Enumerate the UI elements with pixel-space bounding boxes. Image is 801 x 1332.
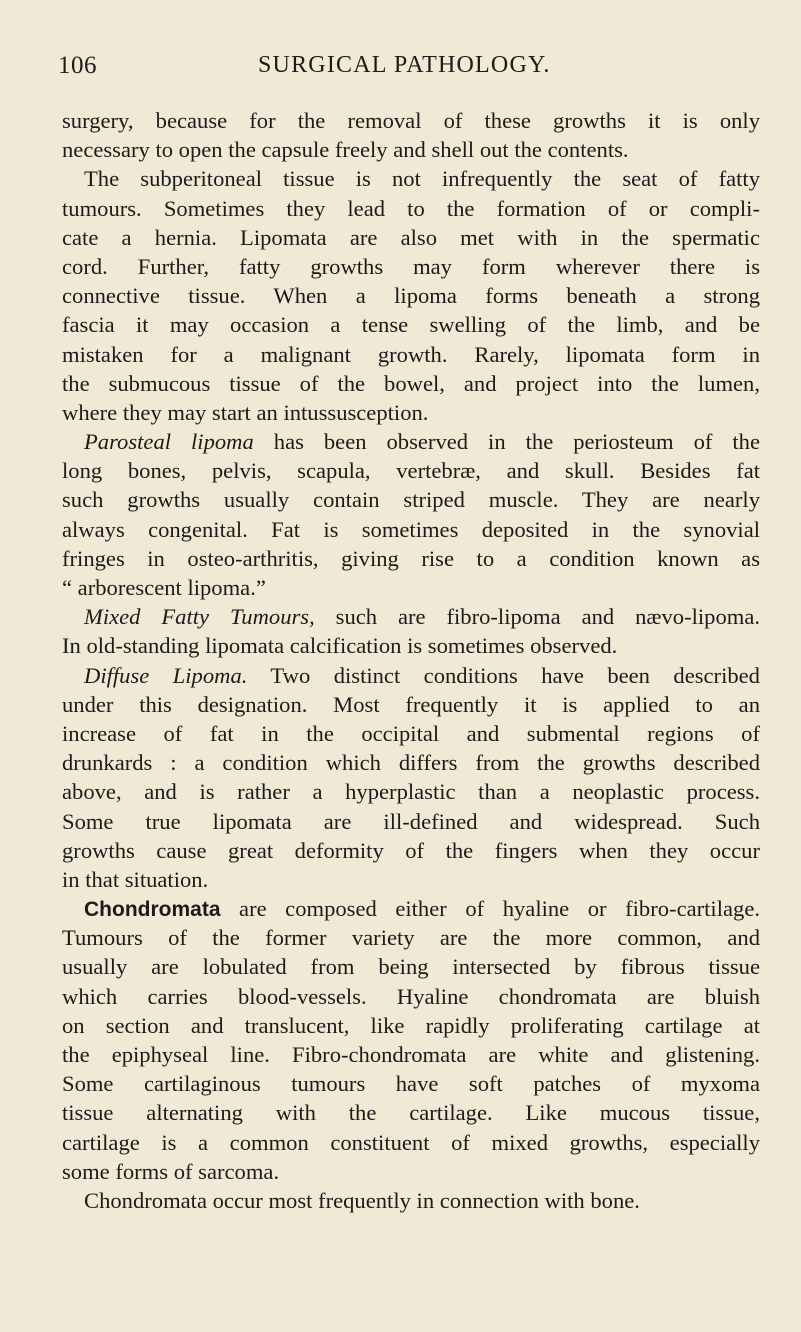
text-line: fringes in osteo-arthritis, giving rise to a condition known as (62, 545, 760, 571)
text-line: in that situation. (62, 866, 209, 892)
text-line: The subperitoneal tissue is not infrequently the seat of fatty (84, 166, 760, 192)
text-run: are composed either of hyaline or fibro-cartilage. (220, 896, 760, 922)
text-line: some forms of sarcoma. (62, 1158, 280, 1184)
text-line: drunkards : a condition which differs from the growths described (62, 750, 760, 776)
text-line: “ arborescent lipoma.” (62, 575, 266, 600)
page-header (58, 44, 761, 84)
text-line: increase of fat in the occipital and submental regions of (62, 720, 760, 746)
text-line: tumours. Sometimes they lead to the formation of or compli- (62, 195, 760, 221)
text-line: under this designation. Most frequently it is applied to an (62, 691, 760, 717)
text-line (62, 427, 760, 456)
text-line: the epiphyseal line. Fibro-chondromata are white and glistening. (62, 1042, 760, 1067)
body-text (62, 106, 760, 1215)
text-line: always congenital. Fat is sometimes deposited in the synovial (62, 516, 760, 542)
page-number: 106 (58, 52, 97, 79)
parosteal-lipoma-heading: Parosteal lipoma (84, 429, 254, 455)
text-line: surgery, because for the removal of these growths it is only (62, 108, 760, 133)
text-line: necessary to open the capsule freely and shell out the contents. (62, 137, 629, 163)
chondromata-heading: Chondromata (84, 898, 221, 922)
text-line: on section and translucent, like rapidly proliferating cartilage at (62, 1012, 760, 1038)
text-line (62, 661, 760, 690)
text-line: the submucous tissue of the bowel, and project into the lumen, (62, 370, 760, 396)
text-line (62, 602, 760, 631)
text-line: growths cause great deformity of the fingers when they occur (62, 837, 760, 863)
text-line: which carries blood-vessels. Hyaline chondromata are bluish (62, 983, 760, 1009)
text-line: In old-standing lipomata calcification is sometimes observed. (62, 633, 618, 659)
text-run: has been observed in the periosteum of the (253, 429, 760, 455)
text-line: connective tissue. When a lipoma forms beneath a strong (62, 283, 760, 309)
text-line: long bones, pelvis, scapula, vertebræ, and skull. Besides fat (62, 458, 760, 484)
text-line: cate a hernia. Lipomata are also met with in the spermatic (62, 224, 760, 250)
mixed-fatty-tumours-heading: Mixed Fatty Tumours, (84, 604, 315, 630)
text-line: usually are lobulated from being intersected by fibrous tissue (62, 954, 760, 980)
text-line: Tumours of the former variety are the more common, and (62, 925, 760, 951)
text-line: where they may start an intussusception. (62, 399, 429, 425)
text-line: above, and is rather a hyperplastic than a neoplastic process. (62, 779, 760, 805)
running-head: SURGICAL PATHOLOGY. (258, 52, 551, 78)
text-line: Some true lipomata are ill-defined and widespread. Such (62, 808, 760, 834)
diffuse-lipoma-heading: Diffuse Lipoma. (84, 662, 248, 688)
text-line: tissue alternating with the cartilage. Like mucous tissue, (62, 1100, 760, 1126)
text-line: mistaken for a malignant growth. Rarely, lipomata form in (62, 341, 760, 367)
text-line: cord. Further, fatty growths may form wherever there is (62, 253, 760, 279)
text-line: Some cartilaginous tumours have soft patches of myxoma (62, 1071, 760, 1097)
text-line: Chondromata occur most frequently in connection with bone. (84, 1187, 640, 1213)
text-run: Two distinct conditions have been described (247, 662, 760, 688)
text-line: such growths usually contain striped muscle. They are nearly (62, 487, 760, 513)
text-line: cartilage is a common constituent of mixed growths, especially (62, 1129, 760, 1155)
text-line: fascia it may occasion a tense swelling of the limb, and be (62, 312, 760, 338)
text-line (62, 894, 760, 923)
text-run: such are fibro-lipoma and nævo-lipoma. (314, 604, 760, 630)
